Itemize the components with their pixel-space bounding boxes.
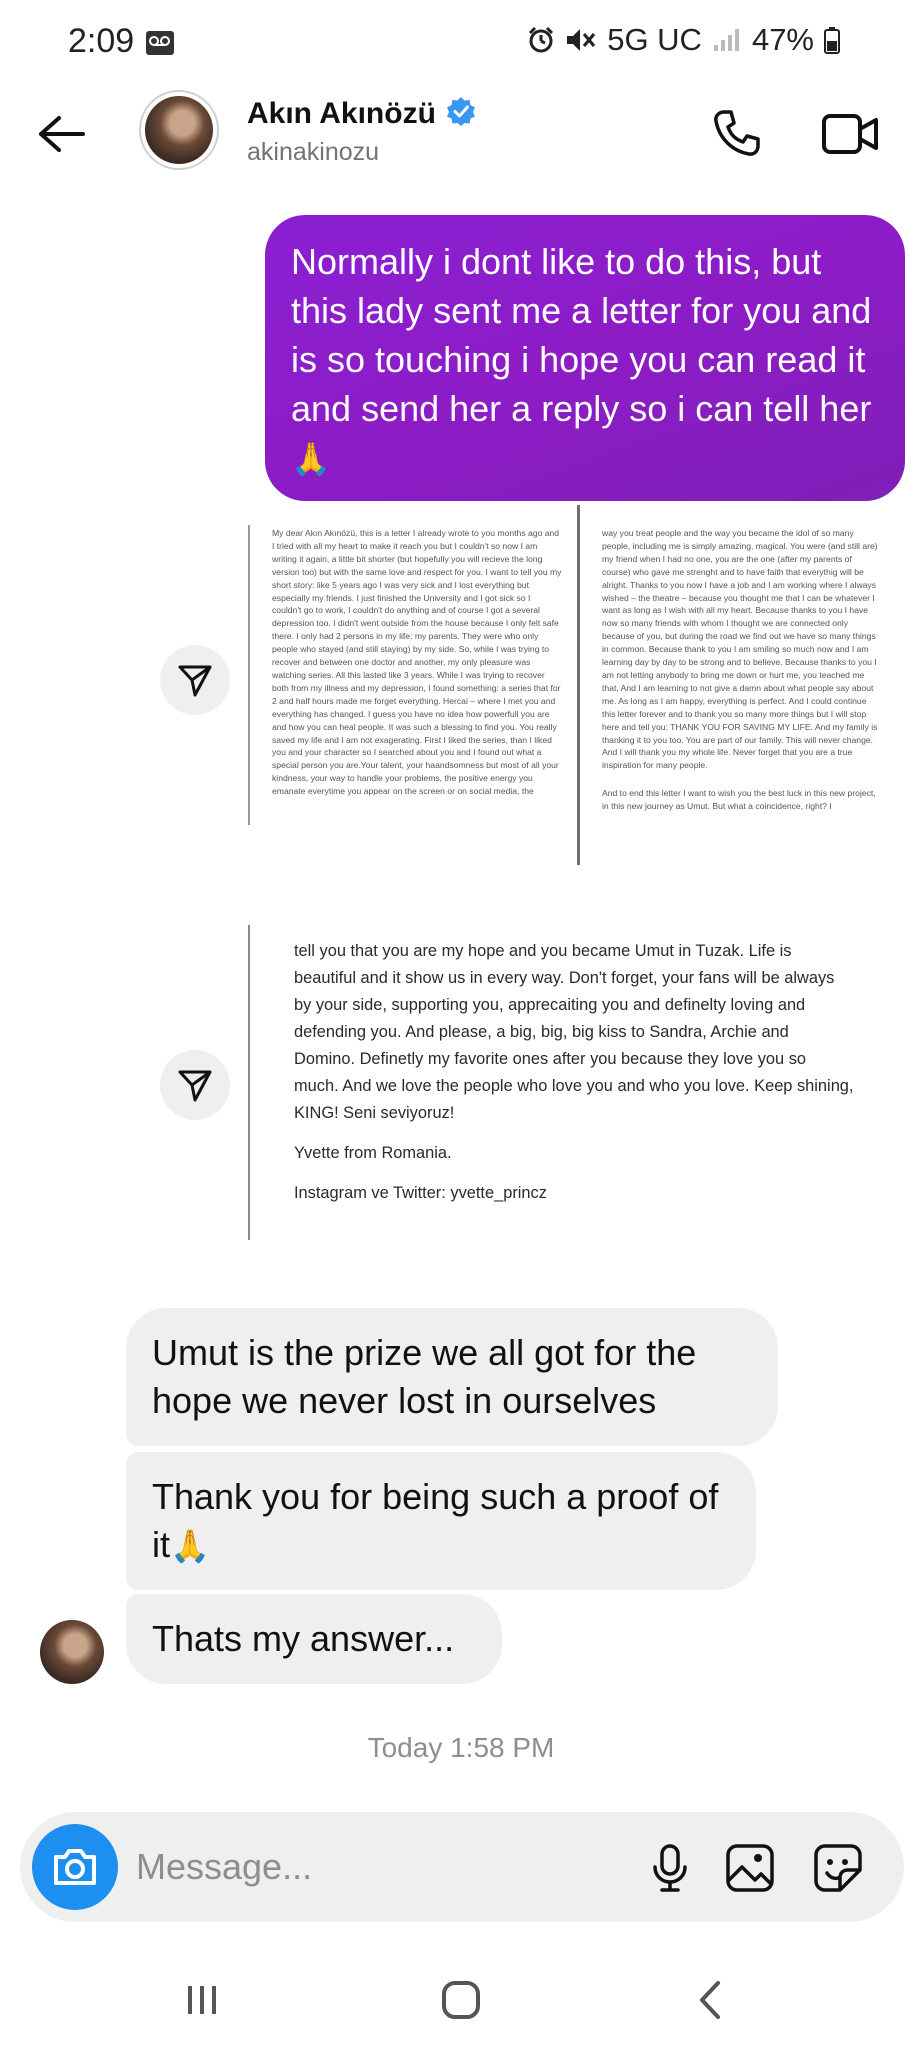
letter-right-column: way you treat people and the way you became the idol of so many people, including me is simply amazing, magical. You were (and still are) my friend when I had no one, you are the one (after my parents of course) who gave me strenght and to have faith that everythig will be alright. Thanks to you now I have a job and I am working where I always wished – the theatre – because you thought me that I can be whatever I want as long as I wish with all my heart. Because thanks to you I have now so many friends with whom I thought we are connected only because of you, but during the road we find out we have so many things in common. Because thank to you I am smiling so much now and I am learning day by day to be strong and to believe. Because thanks to you I am not letting anybody to bring me down or hurt me, you teached me that, And I am learning to not give a damn about what people say about me. As long as I am happy, everything is perfect. And I could continue this letter forever and to thank you so many more things but I will stop here and tell you: THANK YOU FOR SAVING MY LIFE. And my family is thanking it to you too. You are part of our family. This will never change. And I will thank you my whole life. Never forget that you are a true inspiration for many people. — [602, 528, 878, 771]
received-message-text: Thats my answer... — [152, 1618, 455, 1659]
letter-image-page-1[interactable] — [248, 505, 893, 865]
page-edge — [248, 525, 250, 825]
received-message-bubble[interactable] — [126, 1594, 502, 1684]
chat-header — [0, 86, 922, 180]
share-button[interactable] — [160, 1050, 230, 1120]
chevron-left-icon — [692, 1978, 728, 2022]
status-time: 2:09 — [68, 22, 135, 60]
image-icon — [725, 1843, 775, 1893]
video-camera-icon — [821, 112, 879, 156]
contact-handle: akinakinozu — [247, 138, 380, 166]
alarm-icon — [527, 26, 555, 54]
send-icon — [177, 1067, 213, 1103]
system-back-button[interactable] — [680, 1970, 740, 2030]
phone-icon — [710, 108, 762, 160]
sticker-icon — [813, 1843, 863, 1893]
sticker-button[interactable] — [808, 1838, 868, 1898]
sent-message-bubble[interactable] — [265, 215, 905, 501]
mute-icon — [565, 26, 597, 54]
voicemail-icon — [145, 30, 175, 56]
system-navigation-bar — [0, 1950, 922, 2048]
camera-icon — [52, 1847, 98, 1887]
received-message-text: Thank you for being such a proof of it🙏 — [152, 1475, 719, 1565]
message-composer — [20, 1812, 904, 1922]
message-timestamp: Today 1:58 PM — [367, 1732, 555, 1763]
letter-signature: Yvette from Romania. — [294, 1144, 452, 1162]
sent-message-text: Normally i dont like to do this, but this lady sent me a letter for you and is so touching i hope you can read it and send her a reply so i can tell her — [291, 241, 872, 429]
voice-message-button[interactable] — [640, 1838, 700, 1898]
page-edge — [248, 925, 250, 1240]
sender-avatar[interactable] — [40, 1620, 104, 1684]
share-button[interactable] — [160, 645, 230, 715]
home-icon — [439, 1978, 483, 2022]
camera-button[interactable] — [32, 1824, 118, 1910]
column-divider — [577, 505, 580, 865]
letter-left-column: My dear Akın Akınözü, this is a letter I already wrote to you months ago and I tried with all my heart to make it reach you but I couldn't so now I am writing it again, a little bit shorter (but hopefully you will recieve the long version too) but with the same love and respect for you. I want to tell you my short story: like 5 years ago I was very sick and I lost everything but especially my friends. I just finished the University and I got sick so I couldn't go to work, I couldn't do anything and of course I got a several depression too. I didn't went outside from the house because I only felt safe there. I only had 2 persons in my life: my parents. They were who only people who stayed (and still staying) by my side. So, while I was trying to recover and between one doctor and another, my only pleasure was watching series. All this lasted like 3 years. While I was trying to recover both from my illness and my depression, I found something: a series that for 2 and half hours made me forget everything. Hercai – where I met you and everything has changed. I guess you have no idea how powerfull you are and how you can heal people. It was such a blessing to find you. You really saved my life and I am not exagerating. First I liked the series, than I liked you and your character so I searched about you and I found out what a special person you are.Your talent, your haandsomness but most of all your kindness, your way to handle your problems, the positive energy you emanate everytime you appear on the screen or on social media, the — [272, 528, 562, 797]
status-bar — [0, 0, 922, 86]
contact-name-row[interactable] — [247, 96, 476, 131]
letter-page-2-text — [294, 938, 854, 1220]
battery-label: 47% — [751, 22, 814, 57]
microphone-icon — [650, 1843, 690, 1893]
home-button[interactable] — [431, 1970, 491, 2030]
network-label: 5G UC — [607, 22, 702, 57]
contact-avatar[interactable] — [139, 90, 219, 170]
back-arrow-icon — [37, 114, 87, 154]
verified-badge-icon — [446, 96, 476, 131]
praying-hands-emoji: 🙏 — [170, 1527, 210, 1564]
status-indicators — [527, 22, 840, 58]
letter-social: Instagram ve Twitter: yvette_princz — [294, 1184, 547, 1202]
battery-icon — [824, 26, 840, 54]
received-message-text: Umut is the prize we all got for the hope we never lost in ourselves — [152, 1332, 697, 1421]
letter-paragraph: tell you that you are my hope and you became Umut in Tuzak. Life is beautiful and it show us in every way. Don't forget, your fans will be always by your side, supporting you, apprecaiting you and definelty loving and defending you. And please, a big, big, big kiss to Sandra, Archie and Domino. Definetly my favorite ones after you because they love you so much. And we love the people who love you and who you love. Keep shining, KING! Seni seviyoruz! — [294, 942, 854, 1122]
back-button[interactable] — [34, 106, 90, 162]
avatar — [145, 96, 213, 164]
send-icon — [177, 662, 213, 698]
audio-call-button[interactable] — [706, 104, 766, 164]
letter-right-column-end: And to end this letter I want to wish you the best luck in this new project, in this new journey as Umut. But what a coincidence, right? I — [602, 788, 876, 811]
recent-apps-icon — [182, 1980, 222, 2020]
contact-name: Akın Akınözü — [247, 96, 436, 130]
praying-hands-emoji: 🙏 — [291, 441, 331, 477]
gallery-button[interactable] — [720, 1838, 780, 1898]
video-call-button[interactable] — [818, 104, 882, 164]
received-message-bubble[interactable] — [126, 1452, 756, 1590]
signal-icon — [712, 27, 742, 53]
message-input[interactable] — [136, 1838, 516, 1896]
recent-apps-button[interactable] — [172, 1970, 232, 2030]
received-message-bubble[interactable] — [126, 1308, 778, 1446]
